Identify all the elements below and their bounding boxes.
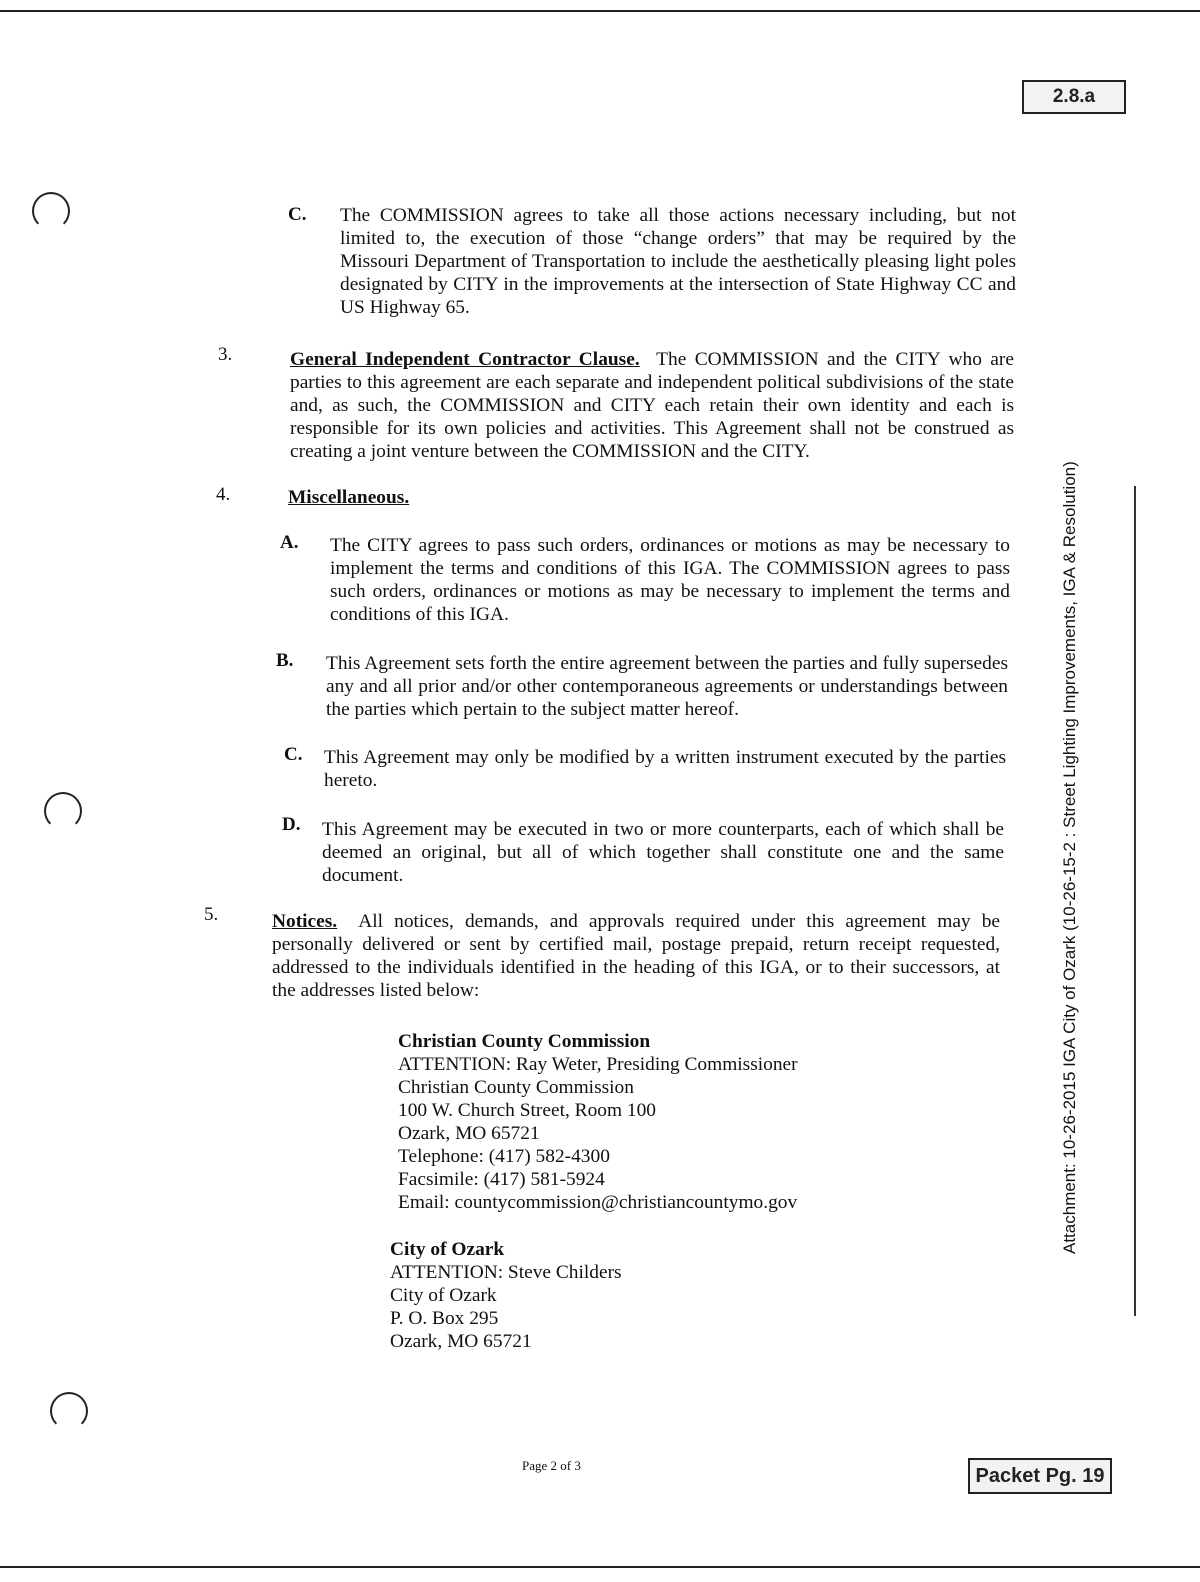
- address-line: 100 W. Church Street, Room 100: [398, 1100, 656, 1121]
- city-name: City of Ozark: [390, 1239, 505, 1260]
- section-number: 5.: [204, 904, 219, 925]
- section-badge: 2.8.a: [1022, 80, 1126, 114]
- section-4-heading: Miscellaneous.: [288, 487, 410, 508]
- attachment-side-note: Attachment: 10-26-2015 IGA City of Ozark (10-26-15-2 : Street Lighting Improvements, IGA & Resolution): [1060, 461, 1079, 1254]
- address-line: Ozark, MO 65721: [398, 1123, 540, 1144]
- address-line: P. O. Box 295: [390, 1308, 499, 1329]
- section-number: 3.: [218, 344, 233, 365]
- clause-4b-text: This Agreement sets forth the entire agreement between the parties and fully supersedes any and all prior and/or other contemporaneous agreements or understandings between the parties which pertain to the subject matter hereof.: [326, 653, 1008, 720]
- punch-hole-icon: [50, 1392, 88, 1430]
- punch-hole-icon: [44, 792, 82, 830]
- item-label: C.: [284, 744, 303, 765]
- clause-4d-text: This Agreement may be executed in two or more counterparts, each of which shall be deemed an original, but all of which together shall constitute one and the same document.: [322, 819, 1004, 886]
- side-margin-line: [1134, 486, 1136, 1316]
- address-line: ATTENTION: Steve Childers: [390, 1262, 622, 1283]
- city-address-block: [390, 1238, 790, 1353]
- top-border-line: [0, 10, 1200, 12]
- county-address-block: [398, 1030, 918, 1214]
- section-5-text: All notices, demands, and approvals required under this agreement may be personally delivered or sent by certified mail, postage prepaid, return receipt requested, addressed to the individuals identified in the heading of this IGA, or to their successors, at the addresses listed below:: [272, 911, 1001, 1001]
- section-3-text: The COMMISSION and the CITY who are parties to this agreement are each separate and independent political subdivisions of the state and, as such, the COMMISSION and CITY each retain their own identity and each is responsible for its own policies and activities. This Agreement shall not be construed as creating a joint venture between the COMMISSION and the CITY.: [290, 349, 1014, 462]
- item-label: D.: [282, 814, 301, 835]
- address-line: Email: countycommission@christiancountymo.gov: [398, 1192, 798, 1213]
- item-label: C.: [288, 204, 307, 225]
- section-5-paragraph: [272, 910, 1000, 1002]
- item-label: A.: [280, 532, 299, 553]
- section-3-paragraph: [290, 348, 1014, 463]
- address-line: ATTENTION: Ray Weter, Presiding Commissioner: [398, 1054, 798, 1075]
- section-5-heading: Notices.: [272, 911, 338, 932]
- item-label: B.: [276, 650, 294, 671]
- address-line: Ozark, MO 65721: [390, 1331, 532, 1352]
- section-3-heading: General Independent Contractor Clause.: [290, 349, 640, 370]
- address-line: Telephone: (417) 582-4300: [398, 1146, 610, 1167]
- section-number: 4.: [216, 484, 231, 505]
- clause-4c-text: This Agreement may only be modified by a written instrument executed by the parties hereto.: [324, 747, 1006, 791]
- packet-page-badge: Packet Pg. 19: [968, 1458, 1112, 1494]
- clause-4a-text: The CITY agrees to pass such orders, ordinances or motions as may be necessary to implement the terms and conditions of this IGA. The COMMISSION agrees to pass such orders, ordinances or motions as may be necessary to implement the terms and conditions of this IGA.: [330, 535, 1010, 625]
- address-line: Christian County Commission: [398, 1077, 634, 1098]
- county-name: Christian County Commission: [398, 1031, 651, 1052]
- clause-c-text: The COMMISSION agrees to take all those actions necessary including, but not limited to, the execution of those “change orders” that may be required by the Missouri Department of Transportation to include the aesthetically pleasing light poles designated by CITY in the improvements at the intersection of State Highway CC and US Highway 65.: [340, 205, 1016, 318]
- bottom-border-line: [0, 1566, 1200, 1568]
- address-line: City of Ozark: [390, 1285, 497, 1306]
- page-number: Page 2 of 3: [522, 1458, 581, 1473]
- punch-hole-icon: [32, 192, 70, 230]
- address-line: Facsimile: (417) 581-5924: [398, 1169, 605, 1190]
